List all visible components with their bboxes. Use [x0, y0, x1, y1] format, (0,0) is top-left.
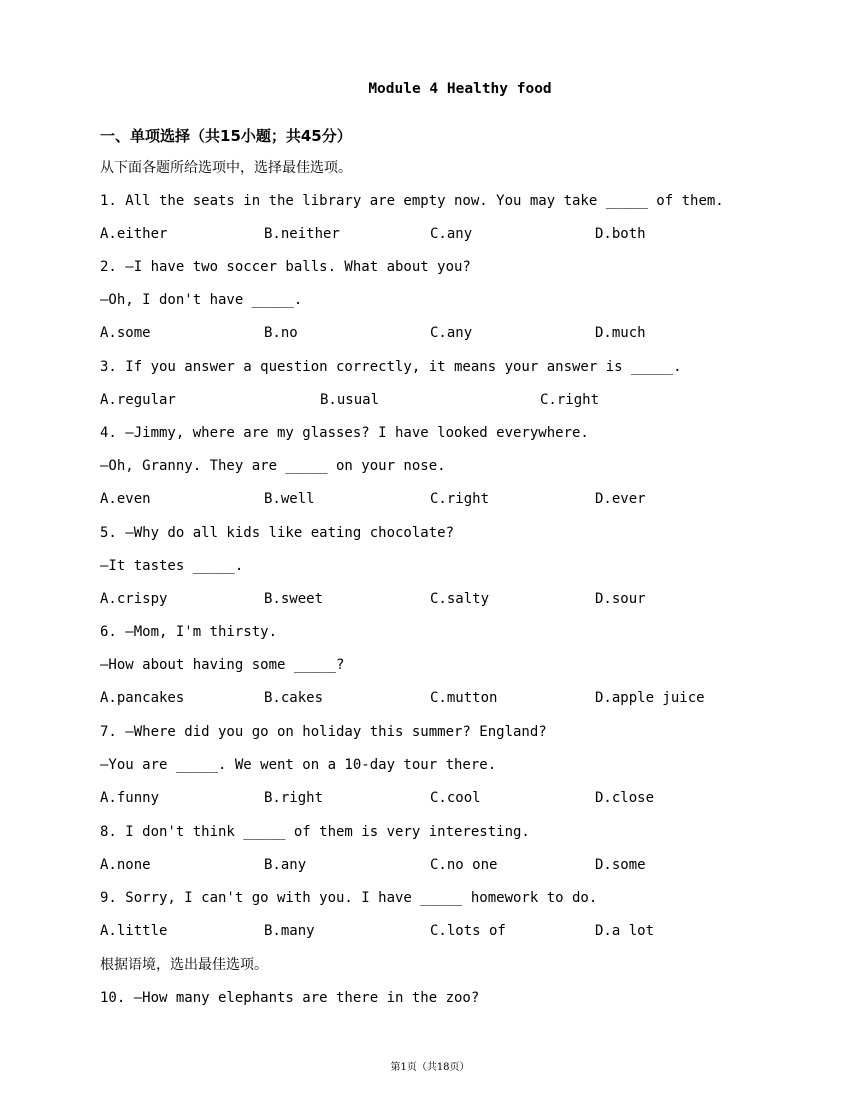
question-7-option-a: A.funny	[100, 790, 160, 806]
question-1-stem: 1. All the seats in the library are empty now. You may take _____ of them.	[100, 193, 724, 209]
question-3-stem: 3. If you answer a question correctly, it means your answer is _____.	[100, 359, 682, 375]
question-5-option-a: A.crispy	[100, 591, 168, 607]
question-9-option-b: B.many	[264, 923, 315, 939]
page-footer: 第1页（共18页）	[390, 1062, 470, 1073]
question-10-stem: 10. —How many elephants are there in the zoo?	[100, 990, 480, 1006]
question-5-option-d: D.sour	[595, 591, 646, 607]
question-1-option-b: B.neither	[264, 226, 340, 242]
question-8-option-b: B.any	[264, 857, 307, 873]
document-title: Module 4 Healthy food	[368, 81, 552, 97]
question-5-option-b: B.sweet	[264, 591, 324, 607]
question-2-option-d: D.much	[595, 325, 646, 341]
question-6-stem: 6. —Mom, I'm thirsty.	[100, 624, 278, 640]
question-9-option-a: A.little	[100, 923, 168, 939]
question-8-option-d: D.some	[595, 857, 646, 873]
question-2-stem: 2. —I have two soccer balls. What about you?	[100, 259, 471, 275]
question-5-response: —It tastes _____.	[100, 558, 244, 574]
question-7-response: —You are _____. We went on a 10-day tour there.	[100, 757, 497, 773]
question-6-option-c: C.mutton	[430, 690, 498, 706]
question-3-option-a: A.regular	[100, 392, 176, 408]
question-4-option-c: C.right	[430, 491, 490, 507]
section-heading: 一、单项选择（共15小题；共45分）	[100, 127, 352, 145]
question-9-option-c: C.lots of	[430, 923, 506, 939]
question-5-option-c: C.salty	[430, 591, 490, 607]
question-4-response: —Oh, Granny. They are _____ on your nose.	[100, 458, 446, 474]
question-7-option-c: C.cool	[430, 790, 481, 806]
question-9-stem: 9. Sorry, I can't go with you. I have _____ homework to do.	[100, 890, 598, 906]
question-2-option-c: C.any	[430, 325, 473, 341]
question-1-option-d: D.both	[595, 226, 646, 242]
question-8-option-c: C.no one	[430, 857, 498, 873]
question-4-stem: 4. —Jimmy, where are my glasses? I have looked everywhere.	[100, 425, 589, 441]
question-2-option-a: A.some	[100, 325, 151, 341]
question-2-response: —Oh, I don't have _____.	[100, 292, 303, 308]
question-1-option-c: C.any	[430, 226, 473, 242]
question-8-stem: 8. I don't think _____ of them is very interesting.	[100, 824, 530, 840]
question-6-option-a: A.pancakes	[100, 690, 185, 706]
question-5-stem: 5. —Why do all kids like eating chocolate?	[100, 525, 455, 541]
question-8-option-a: A.none	[100, 857, 151, 873]
question-6-option-b: B.cakes	[264, 690, 324, 706]
question-7-option-d: D.close	[595, 790, 655, 806]
question-1-option-a: A.either	[100, 226, 168, 242]
question-2-option-b: B.no	[264, 325, 298, 341]
instruction-text-2: 根据语境，选出最佳选项。	[100, 957, 268, 973]
question-3-option-c: C.right	[540, 392, 600, 408]
question-4-option-a: A.even	[100, 491, 151, 507]
question-6-option-d: D.apple juice	[595, 690, 705, 706]
question-3-option-b: B.usual	[320, 392, 380, 408]
instruction-text: 从下面各题所给选项中，选择最佳选项。	[100, 160, 352, 176]
question-6-response: —How about having some _____?	[100, 657, 345, 673]
question-9-option-d: D.a lot	[595, 923, 655, 939]
question-4-option-b: B.well	[264, 491, 315, 507]
question-7-stem: 7. —Where did you go on holiday this summer? England?	[100, 724, 547, 740]
question-4-option-d: D.ever	[595, 491, 646, 507]
question-7-option-b: B.right	[264, 790, 324, 806]
